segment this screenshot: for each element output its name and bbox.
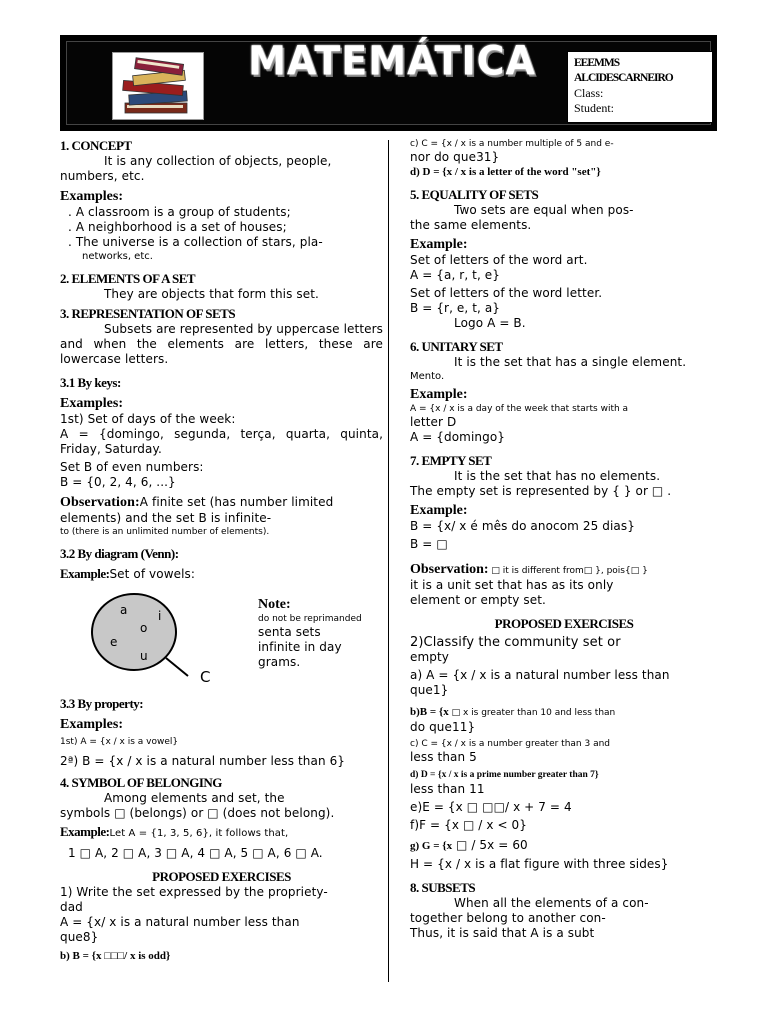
header-banner — [60, 35, 717, 131]
representation-text: Subsets are represented by uppercase letters and when the elements are letters, these are lowercase letters. — [60, 322, 383, 366]
examples-label: Examples: — [60, 717, 123, 732]
exercise-2-line-1: 2)Classify the community set or — [410, 635, 621, 650]
unitary-line-1: A = {x / x is a day of the week that starts with a — [410, 404, 629, 414]
venn-diagram — [86, 588, 226, 688]
empty-line-2: B = □ — [410, 537, 448, 551]
section-title-subsets: 8. SUBSETS — [410, 880, 476, 895]
equality-text-1: Two sets are equal when pos- — [454, 203, 634, 217]
keys-line-1: 1st) Set of days of the week: — [60, 412, 236, 426]
venn-note — [258, 596, 388, 670]
bullet-1: . A classroom is a group of students; — [68, 205, 291, 219]
school-line-2: ALCIDESCARNEIRO — [574, 72, 673, 84]
note-title: Note: — [258, 597, 291, 612]
unitary-line-2: letter D — [410, 415, 457, 429]
empty-text-2: The empty set is represented by { } or □ . — [410, 484, 672, 498]
right-column — [410, 138, 718, 941]
exercise-2-f: f)F = {x □ / x < 0} — [410, 818, 528, 832]
observation-small: to (there is an unlimited number of elements). — [60, 527, 270, 537]
note-line-3: infinite in day — [258, 640, 342, 654]
observation-label: Observation: — [60, 495, 140, 510]
observation-text: A finite set (has number limited elements) and the set B is infinite- — [60, 495, 334, 525]
exercise-2-d-1: d) D = {x / x is a prime number greater than 7} — [410, 770, 599, 780]
observation-line-2: it is a unit set that has as its only — [410, 578, 614, 592]
observation-label: Observation: — [410, 562, 489, 577]
exercise-2-d-2: less than 11 — [410, 782, 485, 796]
exercise-2-b-label: b)B = {x — [410, 706, 449, 718]
venn-element-i: i — [158, 609, 162, 623]
section-title-representation: 3. REPRESENTATION OF SETS — [60, 306, 236, 321]
keys-line-3: Set B of even numbers: — [60, 460, 204, 474]
info-box — [567, 51, 713, 123]
exercise-1-line-4: que8} — [60, 930, 99, 944]
venn-element-a: a — [120, 603, 128, 617]
example-label: Example: — [60, 566, 110, 581]
exercise-2-e: e)E = {x □ □□/ x + 7 = 4 — [410, 800, 572, 814]
exercise-1-line-1: 1) Write the set expressed by the propriety- — [60, 885, 328, 899]
example-label: Example: — [410, 387, 468, 402]
section-title-elements: 2. ELEMENTS OF A SET — [60, 271, 196, 286]
venn-set-label: C — [200, 668, 211, 686]
unitary-text: It is the set that has a single element. — [454, 355, 687, 369]
example-label: Example: — [410, 237, 468, 252]
equality-line-1: Set of letters of the word art. — [410, 253, 588, 267]
venn-element-u: u — [140, 649, 148, 663]
section-title-empty: 7. EMPTY SET — [410, 453, 492, 468]
section-title-unitary: 6. UNITARY SET — [410, 339, 503, 354]
subsets-line-1: When all the elements of a con- — [454, 896, 649, 910]
exercise-d-line-1: d) D = {x / x is a letter of the word "set"} — [410, 166, 601, 178]
section-title-by-keys: 3.1 By keys: — [60, 375, 121, 390]
section-title-concept: 1. CONCEPT — [60, 138, 132, 153]
bullet-3: . The universe is a collection of stars, pla- — [68, 235, 323, 249]
school-line-1: EEEMMS — [574, 57, 620, 69]
equality-line-4: B = {r, e, t, a} — [410, 301, 501, 315]
note-line-4: grams. — [258, 655, 301, 669]
exercise-2-h: H = {x / x is a flat figure with three sides} — [410, 857, 669, 871]
exercise-1-line-2: dad — [60, 900, 83, 914]
observation-small: □ it is different from□ }, pois{□ } — [488, 566, 648, 576]
exercise-2-c-2: less than 5 — [410, 750, 477, 764]
belonging-text-2: symbols □ (belongs) or □ (does not belong). — [60, 806, 335, 820]
example-label: Example: — [60, 824, 110, 839]
exercise-1-line-3: A = {x/ x is a natural number less than — [60, 915, 300, 929]
empty-line-1: B = {x/ x é mês do anocom 25 dias} — [410, 519, 635, 533]
bullet-2: . A neighborhood is a set of houses; — [68, 220, 287, 234]
exercise-2-b-2: do que11} — [410, 720, 476, 734]
examples-label: Examples: — [60, 396, 123, 411]
section-title-belonging: 4. SYMBOL OF BELONGING — [60, 775, 222, 790]
subsets-line-2: together belong to another con- — [410, 911, 606, 925]
section-title-equality: 5. EQUALITY OF SETS — [410, 187, 539, 202]
belonging-text-1: Among elements and set, the — [104, 791, 285, 805]
exercise-c-line-2: nor do que31} — [410, 150, 500, 164]
unitary-line-3: A = {domingo} — [410, 430, 506, 444]
exercise-2-g-label: g) G = {x — [410, 840, 453, 852]
exercise-2-line-2: empty — [410, 650, 449, 664]
venn-element-e: e — [110, 635, 118, 649]
exercise-2-c-1: c) C = {x / x is a number greater than 3 and — [410, 739, 610, 749]
equality-line-3: Set of letters of the word letter. — [410, 286, 603, 300]
note-line-2: senta sets — [258, 625, 321, 639]
empty-text-1: It is the set that has no elements. — [454, 469, 661, 483]
exercise-2-g-rest: □ / 5x = 60 — [452, 838, 528, 852]
subsets-line-3: Thus, it is said that A is a subt — [410, 926, 595, 940]
property-line-2: 2ª) B = {x / x is a natural number less than 6} — [60, 754, 346, 768]
example-label: Example: — [410, 503, 468, 518]
property-line-1: 1st) A = {x / x is a vowel} — [60, 737, 179, 747]
note-small: do not be reprimanded — [258, 614, 362, 624]
page-title: MATEMÁTICA — [248, 37, 536, 85]
venn-area — [60, 588, 383, 692]
venn-element-o: o — [140, 621, 148, 635]
stack-of-books-icon — [112, 52, 204, 120]
column-divider — [388, 140, 389, 982]
observation-line-3: element or empty set. — [410, 593, 546, 607]
belonging-line: 1 □ A, 2 □ A, 3 □ A, 4 □ A, 5 □ A, 6 □ A. — [68, 846, 323, 860]
example-text: Set of vowels: — [109, 567, 196, 581]
equality-text-2: the same elements. — [410, 218, 532, 232]
exercise-2-a-1: a) A = {x / x is a natural number less than — [410, 668, 670, 682]
exercise-2-a-2: que1} — [410, 683, 449, 697]
class-label: Class: — [574, 86, 604, 100]
unitary-small: Mento. — [410, 371, 445, 382]
concept-text: It is any collection of objects, people, numbers, etc. — [60, 154, 332, 183]
equality-line-5: Logo A = B. — [454, 316, 526, 330]
exercise-1-b: b) B = {x □□□/ x is odd} — [60, 950, 171, 962]
exercise-2-b-rest: □ x is greater than 10 and less than — [448, 708, 616, 718]
section-title-by-diagram: 3.2 By diagram (Venn): — [60, 546, 179, 561]
proposed-exercises-title: PROPOSED EXERCISES — [152, 869, 291, 884]
left-column — [60, 138, 383, 963]
proposed-exercises-title: PROPOSED EXERCISES — [494, 616, 634, 631]
equality-line-2: A = {a, r, t, e} — [410, 268, 501, 282]
student-label: Student: — [574, 101, 615, 115]
bullet-3-continued: networks, etc. — [82, 251, 153, 262]
section-title-by-property: 3.3 By property: — [60, 696, 144, 711]
exercise-c-line-1: c) C = {x / x is a number multiple of 5 and e- — [410, 139, 614, 149]
examples-label: Examples: — [60, 189, 123, 204]
elements-text: They are objects that form this set. — [104, 287, 319, 301]
keys-line-2: A = {domingo, segunda, terça, quarta, quinta, Friday, Saturday. — [60, 427, 383, 456]
keys-line-4: B = {0, 2, 4, 6, ...} — [60, 475, 176, 489]
example-text: Let A = {1, 3, 5, 6}, it follows that, — [109, 828, 289, 839]
